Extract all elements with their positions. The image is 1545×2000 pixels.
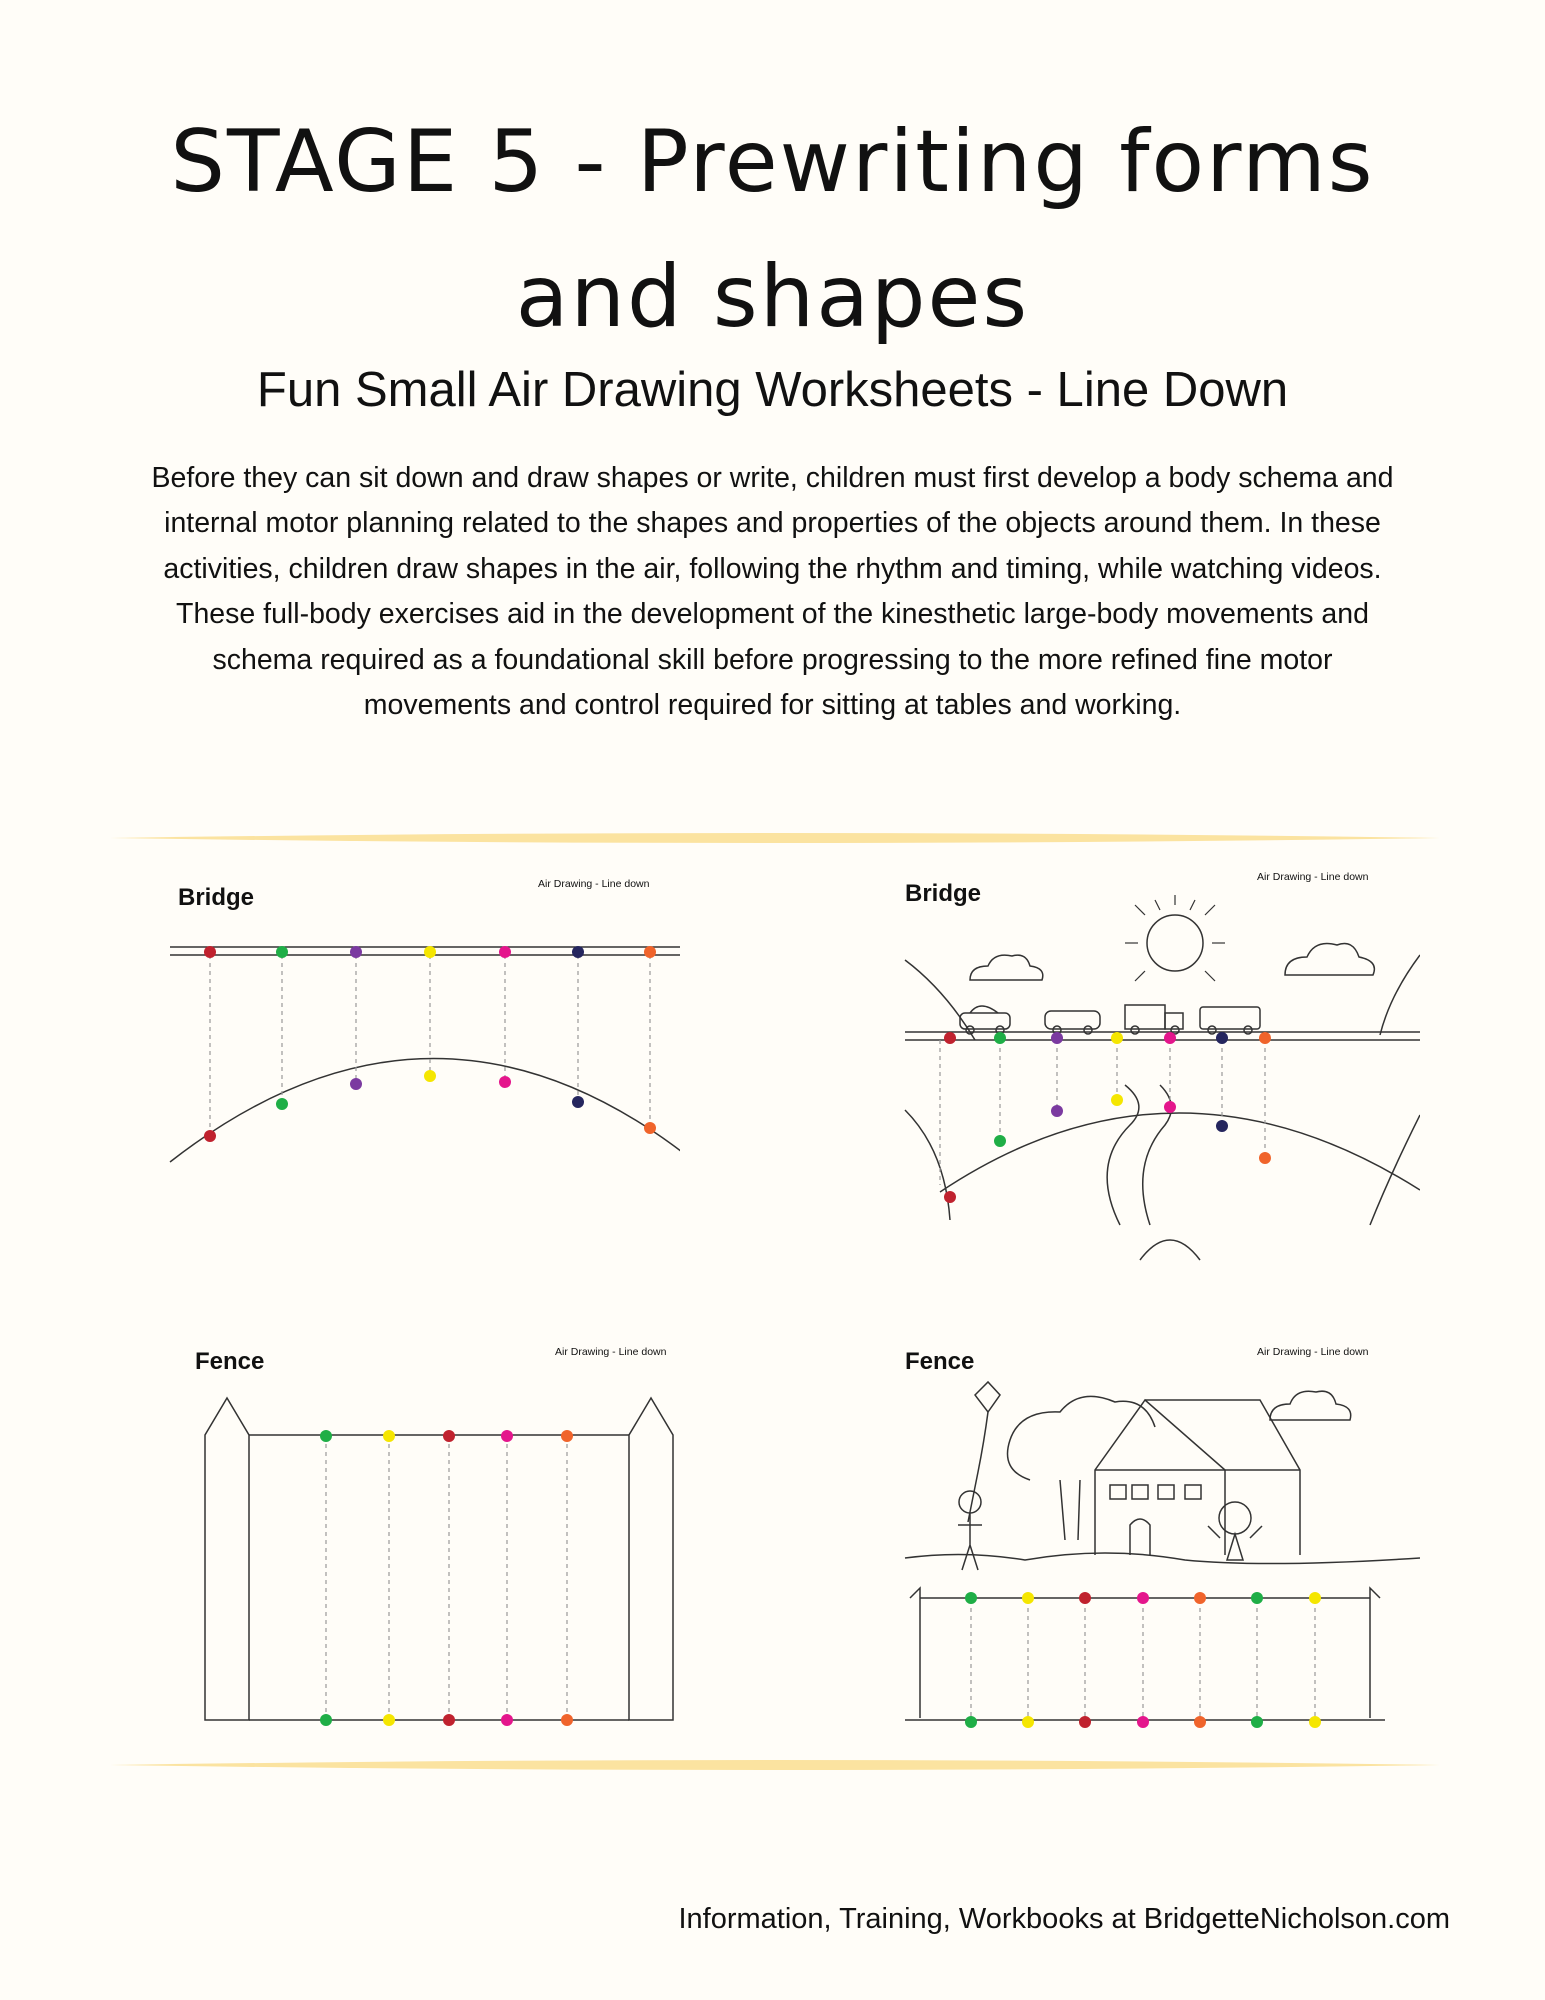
bridge-plain-drawing <box>160 870 680 1270</box>
worksheet-fence-plain <box>195 1340 715 1740</box>
worksheet-title: Bridge <box>178 884 255 911</box>
title-line-2: and shapes <box>515 247 1030 347</box>
worksheet-bridge-plain <box>160 870 680 1270</box>
page-title <box>80 95 1465 365</box>
worksheet-title: Bridge <box>905 880 982 907</box>
fence-illustrated-drawing <box>900 1340 1420 1740</box>
divider-bottom <box>110 1758 1440 1772</box>
divider-top <box>110 831 1440 845</box>
intro-paragraph: Before they can sit down and draw shapes or write, children must first develop a body schema and internal motor planning related to the shapes and properties of the objects around them. In these activities, children draw shapes in the air, following the rhythm and timing, while watching videos. These full-body exercises aid in the development of the kinesthetic large-body movements and schema required as a foundational skill before progressing to the more refined fine motor movements and control required for sitting at tables and working. <box>151 462 1394 722</box>
worksheet-bridge-illustrated <box>900 865 1420 1265</box>
worksheet-caption: Air Drawing - Line down <box>1257 871 1369 883</box>
worksheet-title: Fence <box>905 1348 975 1375</box>
bridge-illustrated-drawing <box>900 865 1420 1265</box>
page-subtitle: Fun Small Air Drawing Worksheets - Line Down <box>256 363 1289 417</box>
title-line-1: STAGE 5 - Prewriting forms <box>170 112 1375 212</box>
worksheet-fence-illustrated <box>900 1340 1420 1740</box>
worksheet-caption: Air Drawing - Line down <box>555 1346 667 1358</box>
footer-text: Information, Training, Workbooks at BridgetteNicholson.com <box>678 1903 1450 1935</box>
fence-plain-drawing <box>195 1340 715 1740</box>
worksheet-title: Fence <box>195 1348 265 1375</box>
worksheet-caption: Air Drawing - Line down <box>538 878 650 890</box>
worksheet-caption: Air Drawing - Line down <box>1257 1346 1369 1358</box>
